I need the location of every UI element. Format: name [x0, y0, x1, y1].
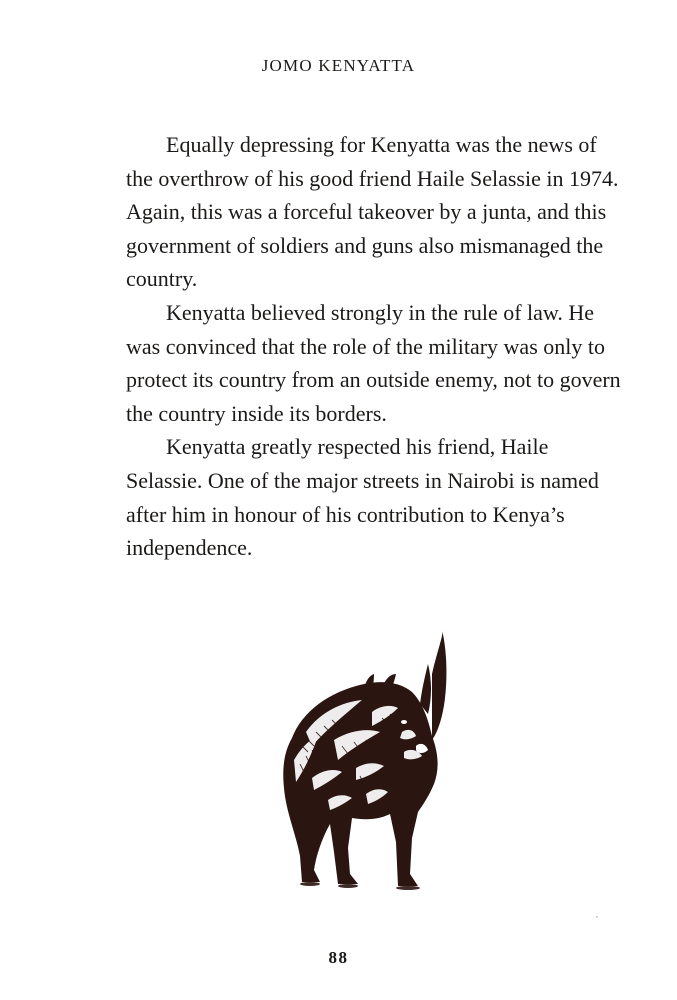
- paragraph: Kenyatta greatly respected his friend, Haile Selassie. One of the major streets in Nairobi is named after him in honour of his contribution to Kenya’s independence.: [126, 434, 599, 561]
- rhinoceros-icon: [272, 628, 458, 892]
- rhinoceros-illustration: [272, 628, 458, 892]
- body-text: [126, 128, 626, 565]
- page-number: 88: [328, 948, 349, 967]
- running-header: JOMO KENYATTA: [261, 56, 416, 75]
- print-speck: [596, 916, 598, 918]
- paragraph: Kenyatta believed strongly in the rule of law. He was convinced that the role of the military was only to protect its country from an outside enemy, not to govern the country inside its borders.: [126, 299, 621, 426]
- paragraph: Equally depressing for Kenyatta was the news of the overthrow of his good friend Haile Selassie in 1974. Again, this was a forceful takeover by a junta, and this government of soldiers and guns also mismanaged the country.: [126, 132, 619, 292]
